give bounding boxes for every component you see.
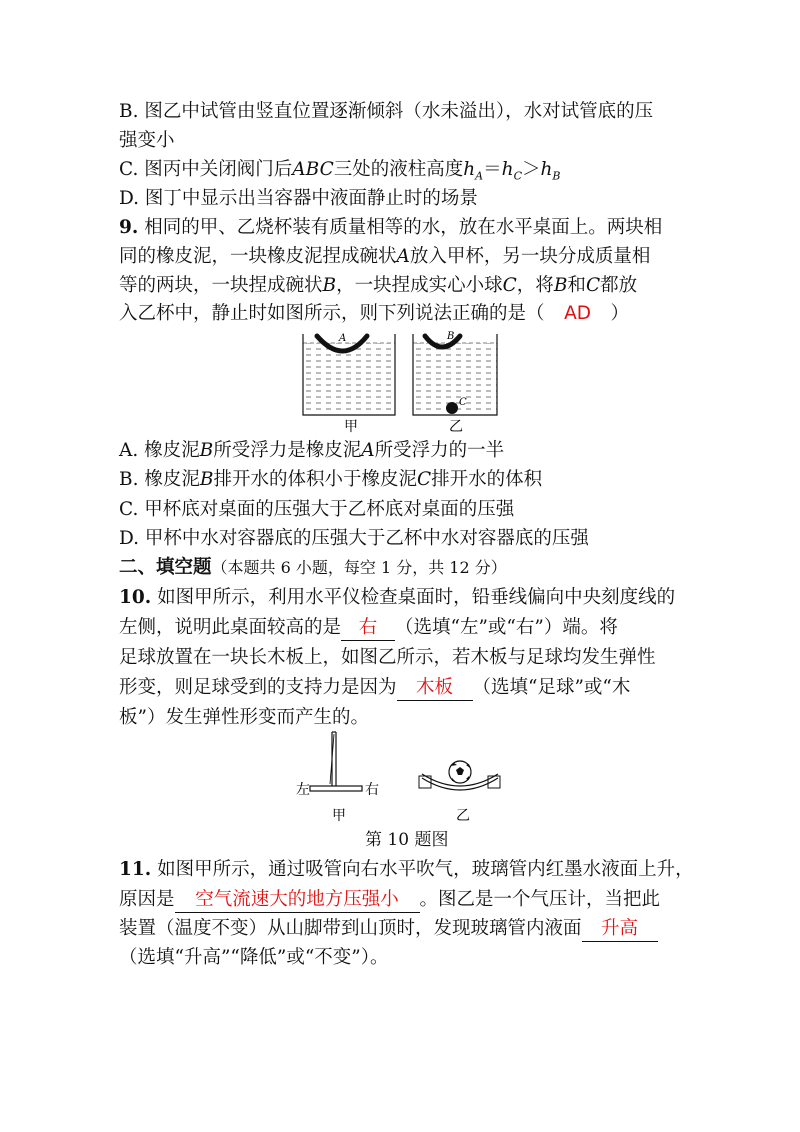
q9-option-b: B. 橡皮泥B排开水的体积小于橡皮泥C排开水的体积: [119, 469, 543, 490]
q10-figure: [292, 728, 517, 824]
q11-stem-line2: 原因是 空气流速大的地方压强小 。图乙是一个气压计，当把此: [119, 886, 660, 914]
q9-option-a: A. 橡皮泥B所受浮力是橡皮泥A所受浮力的一半: [119, 440, 505, 461]
q10-stem-line4: 形变，则足球受到的支持力是因为 木板 （选填“足球”或“木: [119, 674, 630, 702]
q11-stem-line3: 装置（温度不变）从山脚带到山顶时，发现玻璃管内液面 升高: [119, 915, 658, 943]
q8-option-b-line2: 强变小: [119, 130, 175, 151]
beaker-jia: [303, 333, 395, 415]
q9-answer: AD: [564, 303, 591, 324]
q8-option-c: C. 图丙中关闭阀门后ABC三处的液柱高度$h_A=h_C>h_B$: [119, 159, 561, 183]
q9-stem-line2: 同的橡皮泥，一块橡皮泥捏成碗状A放入甲杯，另一块分成质量相: [119, 246, 651, 267]
q10-answer2: 木板: [397, 676, 473, 701]
q9-option-c: C. 甲杯底对桌面的压强大于乙杯底对桌面的压强: [119, 499, 515, 520]
q10-stem-line2: 左侧，说明此桌面较高的是 右 （选填“左”或“右”）端。将: [119, 614, 618, 642]
q11-answer1: 空气流速大的地方压强小: [175, 888, 420, 913]
q11-answer2: 升高: [582, 917, 658, 942]
q10-stem-line1: 10. 如图甲所示，利用水平仪检查桌面时，铅垂线偏向中央刻度线的: [119, 587, 676, 608]
q9-beakers-figure: [295, 328, 505, 434]
q9-option-d: D. 甲杯中水对容器底的压强大于乙杯中水对容器底的压强: [119, 528, 589, 549]
q8-option-b-line1: B. 图乙中试管由竖直位置逐渐倾斜（水未溢出），水对试管底的压: [119, 101, 654, 122]
caption-jia: 甲: [332, 808, 346, 824]
label-b: B: [447, 331, 455, 342]
label-a: A: [339, 333, 347, 344]
q11-stem-line1: 11. 如图甲所示，通过吸管向右水平吹气，玻璃管内红墨水液面上升，: [119, 859, 694, 880]
q10-stem-line3: 足球放置在一块长木板上，如图乙所示，若木板与足球均发生弹性: [119, 647, 656, 668]
football-on-board-yi: [419, 761, 500, 790]
caption-jia: 甲: [344, 419, 358, 434]
q10-answer1: 右: [341, 616, 395, 641]
q9-stem-line3: 等的两块，一块捏成碗状B，一块捏成实心小球C，将B和C都放: [119, 275, 638, 296]
q11-stem-line4: （选填“升高”“降低”或“不变”）。: [119, 947, 389, 968]
caption-yi: 乙: [456, 808, 470, 824]
label-left: 左: [296, 782, 310, 798]
section-heading: 二、填空题（本题共 6 小题，每空 1 分，共 12 分）: [119, 557, 507, 578]
q9-stem-line4: 入乙杯中，静止时如图所示，则下列说法正确的是（ AD ）: [119, 300, 629, 328]
caption-yi: 乙: [449, 419, 463, 434]
clay-ball-c: [446, 402, 458, 414]
q10-figure-title: 第 10 题图: [365, 830, 449, 850]
q8-option-d: D. 图丁中显示出当容器中液面静止时的场景: [119, 188, 478, 209]
q9-stem-line1: 9. 相同的甲、乙烧杯装有质量相等的水，放在水平桌面上。两块相: [119, 217, 663, 238]
label-c: C: [459, 397, 467, 408]
label-right: 右: [365, 782, 379, 798]
beaker-yi: [413, 331, 497, 415]
level-instrument-jia: [296, 732, 379, 798]
q10-stem-line5: 板”）发生弹性形变而产生的。: [119, 707, 369, 728]
